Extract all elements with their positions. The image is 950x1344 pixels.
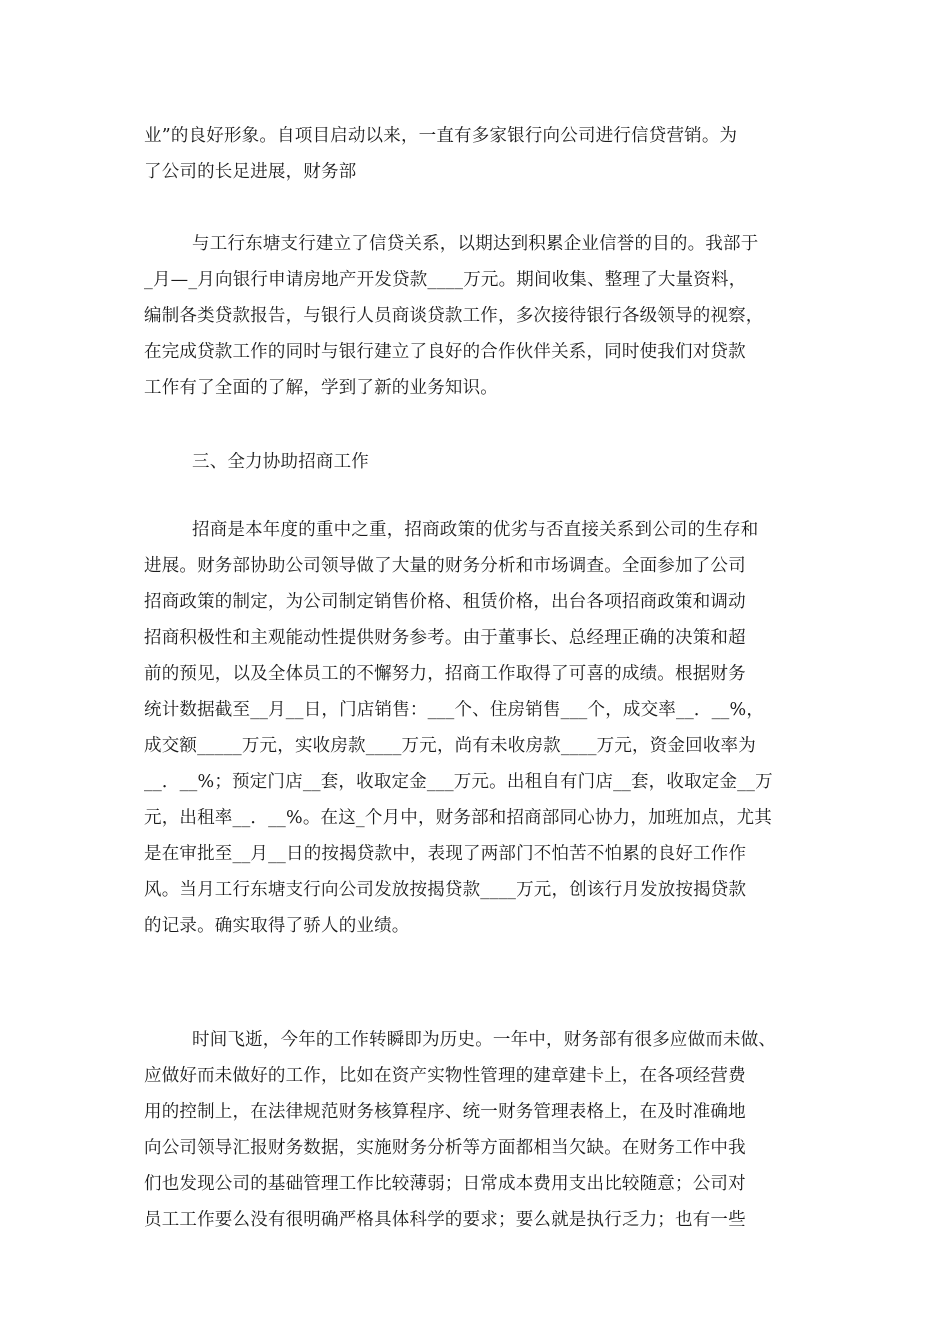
text-line: 的记录。确实取得了骄人的业绩。: [144, 916, 410, 936]
text-line: 时间飞逝，今年的工作转瞬即为历史。一年中，财务部有很多应做而未做、: [192, 1030, 777, 1050]
text-line: 工作有了全面的了解，学到了新的业务知识。: [144, 378, 498, 398]
text-line: 了公司的长足进展，财务部: [144, 162, 357, 182]
text-line: 统计数据截至__月__日，门店销售：___个、住房销售___个，成交率__．__%，: [144, 700, 765, 720]
section-heading: [144, 444, 824, 480]
text-line: 用的控制上，在法律规范财务核算程序、统一财务管理表格上，在及时准确地: [144, 1102, 746, 1122]
text-line: 应做好而未做好的工作，比如在资产实物性管理的建章建卡上，在各项经营费: [144, 1066, 746, 1086]
text-line: 前的预见，以及全体员工的不懈努力，招商工作取得了可喜的成绩。根据财务: [144, 664, 746, 684]
text-line: 在完成贷款工作的同时与银行建立了良好的合作伙伴关系，同时使我们对贷款: [144, 342, 746, 362]
text-line: 是在审批至__月__日的按揭贷款中，表现了两部门不怕苦不怕累的良好工作作: [144, 844, 747, 864]
text-line: 向公司领导汇报财务数据，实施财务分析等方面都相当欠缺。在财务工作中我: [144, 1138, 746, 1158]
paragraph-4: [144, 1022, 824, 1238]
text-line: __．__%；预定门店__套，收取定金___万元。出租自有门店__套，收取定金__万: [144, 772, 773, 792]
text-line: 业”的良好形象。自项目启动以来，一直有多家银行向公司进行信贷营销。为: [144, 126, 738, 146]
text-line: 招商政策的制定，为公司制定销售价格、租赁价格，出台各项招商政策和调动: [144, 592, 746, 612]
text-line: 成交额_____万元，实收房款____万元，尚有未收房款____万元，资金回收率为: [144, 736, 756, 756]
text-line: 进展。财务部协助公司领导做了大量的财务分析和市场调查。全面参加了公司: [144, 556, 746, 576]
text-line: 们也发现公司的基础管理工作比较薄弱；日常成本费用支出比较随意；公司对: [144, 1174, 746, 1194]
text-line: 招商积极性和主观能动性提供财务参考。由于董事长、总经理正确的决策和超: [144, 628, 746, 648]
text-line: 员工工作要么没有很明确严格具体科学的要求；要么就是执行乏力；也有一些: [144, 1210, 746, 1230]
text-line: _月—_月向银行申请房地产开发贷款____万元。期间收集、整理了大量资料，: [144, 270, 747, 290]
text-line: 编制各类贷款报告，与银行人员商谈贷款工作，多次接待银行各级领导的视察，: [144, 306, 764, 326]
text-line: 招商是本年度的重中之重，招商政策的优劣与否直接关系到公司的生存和: [192, 520, 759, 540]
heading-text: 三、全力协助招商工作: [192, 452, 369, 472]
paragraph-3: [144, 512, 824, 944]
paragraph-1: [144, 118, 824, 190]
text-line: 风。当月工行东塘支行向公司发放按揭贷款____万元，创该行月发放按揭贷款: [144, 880, 747, 900]
text-line: 元，出租率__．__%。在这_个月中，财务部和招商部同心协力，加班加点，尤其: [144, 808, 772, 828]
text-line: 与工行东塘支行建立了信贷关系，以期达到积累企业信誉的目的。我部于: [192, 234, 759, 254]
paragraph-2: [144, 226, 824, 406]
